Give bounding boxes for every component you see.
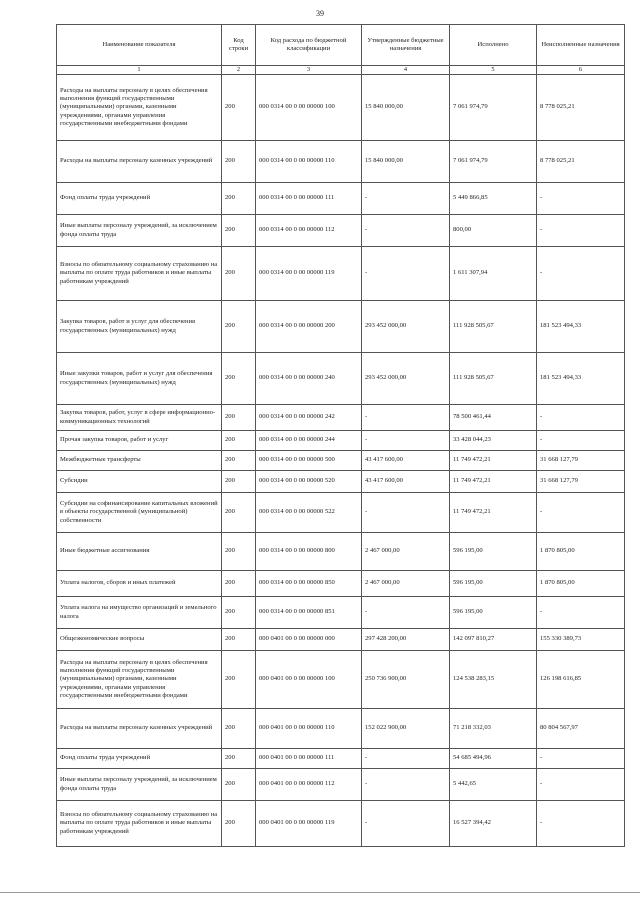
table-row bbox=[57, 651, 625, 709]
table-row bbox=[57, 533, 625, 571]
row-line-code: 200 bbox=[222, 629, 256, 651]
header-executed: Исполнено bbox=[450, 25, 537, 66]
column-number: 4 bbox=[362, 66, 450, 75]
row-unexecuted-amount: 31 668 127,79 bbox=[537, 451, 625, 471]
row-budget-code: 000 0314 00 0 00 00000 200 bbox=[256, 301, 362, 353]
table-row bbox=[57, 451, 625, 471]
row-unexecuted-amount: 181 523 494,33 bbox=[537, 353, 625, 405]
row-indicator-name: Закупка товаров, работ, услуг в сфере информационно-коммуникационных технологий bbox=[57, 405, 222, 431]
row-executed-amount: 5 442,65 bbox=[450, 769, 537, 801]
row-executed-amount: 78 500 461,44 bbox=[450, 405, 537, 431]
row-executed-amount: 596 195,00 bbox=[450, 533, 537, 571]
row-unexecuted-amount: - bbox=[537, 493, 625, 533]
row-indicator-name: Взносы по обязательному социальному страхованию на выплаты по оплате труда работников и иные выплаты работникам учреждений bbox=[57, 801, 222, 847]
row-budget-code: 000 0314 00 0 00 00000 100 bbox=[256, 75, 362, 141]
row-unexecuted-amount: 155 330 389,73 bbox=[537, 629, 625, 651]
row-approved-amount: 297 428 200,00 bbox=[362, 629, 450, 651]
table-row bbox=[57, 769, 625, 801]
row-indicator-name: Иные бюджетные ассигнования bbox=[57, 533, 222, 571]
row-budget-code: 000 0314 00 0 00 00000 112 bbox=[256, 215, 362, 247]
table-header-row bbox=[57, 25, 625, 66]
row-indicator-name: Субсидии bbox=[57, 471, 222, 493]
row-line-code: 200 bbox=[222, 749, 256, 769]
row-approved-amount: 2 467 000,00 bbox=[362, 533, 450, 571]
row-line-code: 200 bbox=[222, 597, 256, 629]
page-number: 39 bbox=[316, 9, 324, 18]
row-budget-code: 000 0401 00 0 00 00000 000 bbox=[256, 629, 362, 651]
row-line-code: 200 bbox=[222, 651, 256, 709]
row-executed-amount: 111 928 505,67 bbox=[450, 301, 537, 353]
row-budget-code: 000 0314 00 0 00 00000 800 bbox=[256, 533, 362, 571]
row-budget-code: 000 0401 00 0 00 00000 110 bbox=[256, 709, 362, 749]
header-indicator-name: Наименование показателя bbox=[57, 25, 222, 66]
row-unexecuted-amount: 31 668 127,79 bbox=[537, 471, 625, 493]
row-executed-amount: 800,00 bbox=[450, 215, 537, 247]
table-row bbox=[57, 749, 625, 769]
table-row bbox=[57, 471, 625, 493]
row-executed-amount: 1 611 307,94 bbox=[450, 247, 537, 301]
table-row bbox=[57, 215, 625, 247]
row-indicator-name: Закупка товаров, работ и услуг для обеспечения государственных (муниципальных) нужд bbox=[57, 301, 222, 353]
row-indicator-name: Уплата налога на имущество организаций и земельного налога bbox=[57, 597, 222, 629]
row-line-code: 200 bbox=[222, 75, 256, 141]
row-approved-amount: 43 417 600,00 bbox=[362, 451, 450, 471]
row-approved-amount: - bbox=[362, 215, 450, 247]
table-row bbox=[57, 597, 625, 629]
row-indicator-name: Межбюджетные трансферты bbox=[57, 451, 222, 471]
row-unexecuted-amount: - bbox=[537, 215, 625, 247]
row-indicator-name: Фонд оплаты труда учреждений bbox=[57, 183, 222, 215]
row-indicator-name: Иные закупки товаров, работ и услуг для обеспечения государственных (муниципальных) нужд bbox=[57, 353, 222, 405]
column-number: 2 bbox=[222, 66, 256, 75]
row-line-code: 200 bbox=[222, 141, 256, 183]
header-unexecuted: Неисполненные назначения bbox=[537, 25, 625, 66]
row-approved-amount: - bbox=[362, 801, 450, 847]
row-budget-code: 000 0401 00 0 00 00000 111 bbox=[256, 749, 362, 769]
budget-execution-table bbox=[56, 24, 625, 847]
row-indicator-name: Общеэкономические вопросы bbox=[57, 629, 222, 651]
row-executed-amount: 33 428 044,23 bbox=[450, 431, 537, 451]
row-executed-amount: 596 195,00 bbox=[450, 571, 537, 597]
table-row bbox=[57, 801, 625, 847]
row-approved-amount: - bbox=[362, 769, 450, 801]
row-line-code: 200 bbox=[222, 801, 256, 847]
row-indicator-name: Прочая закупка товаров, работ и услуг bbox=[57, 431, 222, 451]
row-approved-amount: 43 417 600,00 bbox=[362, 471, 450, 493]
row-unexecuted-amount: 126 198 616,85 bbox=[537, 651, 625, 709]
column-number: 1 bbox=[57, 66, 222, 75]
row-approved-amount: 152 022 900,00 bbox=[362, 709, 450, 749]
row-unexecuted-amount: - bbox=[537, 749, 625, 769]
row-line-code: 200 bbox=[222, 247, 256, 301]
table-row bbox=[57, 571, 625, 597]
row-unexecuted-amount: 1 870 805,00 bbox=[537, 533, 625, 571]
table-row bbox=[57, 493, 625, 533]
header-budget-classification-code: Код расхода по бюджетной классификации bbox=[256, 25, 362, 66]
row-approved-amount: 293 452 000,00 bbox=[362, 353, 450, 405]
row-executed-amount: 142 097 810,27 bbox=[450, 629, 537, 651]
row-unexecuted-amount: - bbox=[537, 183, 625, 215]
row-line-code: 200 bbox=[222, 451, 256, 471]
row-approved-amount: - bbox=[362, 493, 450, 533]
row-budget-code: 000 0314 00 0 00 00000 500 bbox=[256, 451, 362, 471]
row-unexecuted-amount: 8 778 025,21 bbox=[537, 141, 625, 183]
row-approved-amount: 2 467 000,00 bbox=[362, 571, 450, 597]
row-unexecuted-amount: - bbox=[537, 405, 625, 431]
row-executed-amount: 11 749 472,21 bbox=[450, 451, 537, 471]
row-budget-code: 000 0401 00 0 00 00000 112 bbox=[256, 769, 362, 801]
row-line-code: 200 bbox=[222, 571, 256, 597]
row-indicator-name: Уплата налогов, сборов и иных платежей bbox=[57, 571, 222, 597]
row-line-code: 200 bbox=[222, 301, 256, 353]
row-unexecuted-amount: - bbox=[537, 769, 625, 801]
table-row bbox=[57, 183, 625, 215]
row-executed-amount: 54 685 494,96 bbox=[450, 749, 537, 769]
row-budget-code: 000 0401 00 0 00 00000 100 bbox=[256, 651, 362, 709]
page-bottom-rule bbox=[0, 892, 640, 893]
column-number: 5 bbox=[450, 66, 537, 75]
row-approved-amount: - bbox=[362, 405, 450, 431]
row-unexecuted-amount: - bbox=[537, 801, 625, 847]
table-row bbox=[57, 75, 625, 141]
row-unexecuted-amount: - bbox=[537, 597, 625, 629]
row-line-code: 200 bbox=[222, 769, 256, 801]
header-line-code: Код строки bbox=[222, 25, 256, 66]
row-budget-code: 000 0314 00 0 00 00000 850 bbox=[256, 571, 362, 597]
table-row bbox=[57, 301, 625, 353]
row-indicator-name: Субсидии на софинансирование капитальных вложений в объекты государственной (муниципальной) собственности bbox=[57, 493, 222, 533]
table-row bbox=[57, 629, 625, 651]
row-approved-amount: - bbox=[362, 183, 450, 215]
row-indicator-name: Иные выплаты персоналу учреждений, за исключением фонда оплаты труда bbox=[57, 769, 222, 801]
row-approved-amount: 15 840 000,00 bbox=[362, 141, 450, 183]
row-executed-amount: 11 749 472,21 bbox=[450, 493, 537, 533]
row-indicator-name: Фонд оплаты труда учреждений bbox=[57, 749, 222, 769]
column-number: 6 bbox=[537, 66, 625, 75]
table-row bbox=[57, 247, 625, 301]
row-budget-code: 000 0314 00 0 00 00000 119 bbox=[256, 247, 362, 301]
row-executed-amount: 596 195,00 bbox=[450, 597, 537, 629]
row-line-code: 200 bbox=[222, 471, 256, 493]
row-line-code: 200 bbox=[222, 215, 256, 247]
row-approved-amount: - bbox=[362, 431, 450, 451]
row-budget-code: 000 0314 00 0 00 00000 520 bbox=[256, 471, 362, 493]
row-budget-code: 000 0314 00 0 00 00000 111 bbox=[256, 183, 362, 215]
row-unexecuted-amount: 1 870 805,00 bbox=[537, 571, 625, 597]
row-indicator-name: Расходы на выплаты персоналу в целях обеспечения выполнения функций государственными (муниципальными) органами, казенными учреждениями, органами управления государственными внебюджетными фондами bbox=[57, 651, 222, 709]
row-line-code: 200 bbox=[222, 353, 256, 405]
table-row bbox=[57, 353, 625, 405]
row-unexecuted-amount: 8 778 025,21 bbox=[537, 75, 625, 141]
row-approved-amount: - bbox=[362, 749, 450, 769]
row-line-code: 200 bbox=[222, 183, 256, 215]
row-line-code: 200 bbox=[222, 405, 256, 431]
row-budget-code: 000 0314 00 0 00 00000 851 bbox=[256, 597, 362, 629]
row-indicator-name: Расходы на выплаты персоналу в целях обеспечения выполнения функций государственными (муниципальными) органами, казенными учреждениями, органами управления государственными внебюджетными фондами bbox=[57, 75, 222, 141]
row-executed-amount: 71 218 332,03 bbox=[450, 709, 537, 749]
row-executed-amount: 5 449 866,85 bbox=[450, 183, 537, 215]
row-executed-amount: 111 928 505,67 bbox=[450, 353, 537, 405]
row-approved-amount: 250 736 900,00 bbox=[362, 651, 450, 709]
row-unexecuted-amount: - bbox=[537, 247, 625, 301]
table-row bbox=[57, 431, 625, 451]
row-executed-amount: 7 061 974,79 bbox=[450, 141, 537, 183]
row-indicator-name: Взносы по обязательному социальному страхованию на выплаты по оплате труда работников и иные выплаты работникам учреждений bbox=[57, 247, 222, 301]
row-budget-code: 000 0314 00 0 00 00000 244 bbox=[256, 431, 362, 451]
table-row bbox=[57, 141, 625, 183]
row-approved-amount: 293 452 000,00 bbox=[362, 301, 450, 353]
row-budget-code: 000 0314 00 0 00 00000 110 bbox=[256, 141, 362, 183]
row-approved-amount: - bbox=[362, 247, 450, 301]
row-budget-code: 000 0314 00 0 00 00000 242 bbox=[256, 405, 362, 431]
row-approved-amount: - bbox=[362, 597, 450, 629]
column-number-row bbox=[57, 66, 625, 75]
row-unexecuted-amount: - bbox=[537, 431, 625, 451]
row-line-code: 200 bbox=[222, 533, 256, 571]
row-line-code: 200 bbox=[222, 431, 256, 451]
row-executed-amount: 124 538 283,15 bbox=[450, 651, 537, 709]
row-executed-amount: 7 061 974,79 bbox=[450, 75, 537, 141]
row-executed-amount: 11 749 472,21 bbox=[450, 471, 537, 493]
row-budget-code: 000 0314 00 0 00 00000 522 bbox=[256, 493, 362, 533]
row-indicator-name: Расходы на выплаты персоналу казенных учреждений bbox=[57, 141, 222, 183]
row-indicator-name: Иные выплаты персоналу учреждений, за исключением фонда оплаты труда bbox=[57, 215, 222, 247]
header-approved: Утвержденные бюджетные назначения bbox=[362, 25, 450, 66]
row-approved-amount: 15 840 000,00 bbox=[362, 75, 450, 141]
row-budget-code: 000 0401 00 0 00 00000 119 bbox=[256, 801, 362, 847]
row-executed-amount: 16 527 394,42 bbox=[450, 801, 537, 847]
row-unexecuted-amount: 80 804 567,97 bbox=[537, 709, 625, 749]
row-unexecuted-amount: 181 523 494,33 bbox=[537, 301, 625, 353]
row-line-code: 200 bbox=[222, 709, 256, 749]
row-line-code: 200 bbox=[222, 493, 256, 533]
table-row bbox=[57, 405, 625, 431]
table-row bbox=[57, 709, 625, 749]
row-budget-code: 000 0314 00 0 00 00000 240 bbox=[256, 353, 362, 405]
column-number: 3 bbox=[256, 66, 362, 75]
row-indicator-name: Расходы на выплаты персоналу казенных учреждений bbox=[57, 709, 222, 749]
table-body bbox=[57, 75, 625, 847]
